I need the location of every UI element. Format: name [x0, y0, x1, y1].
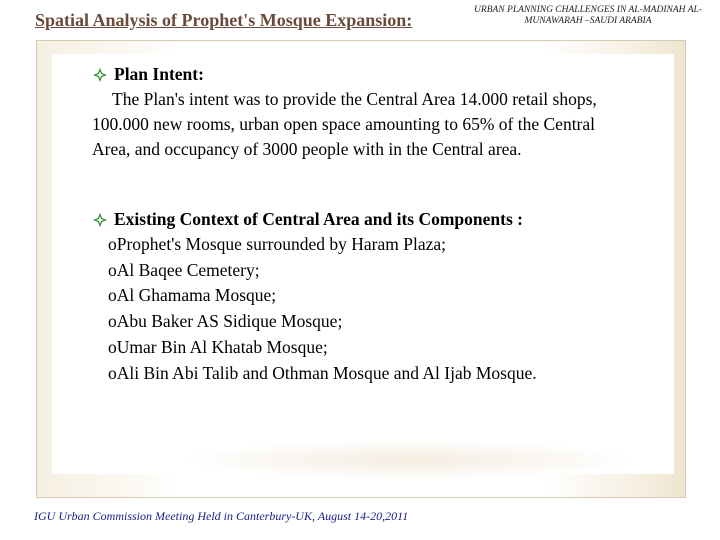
list-item: oAbu Baker AS Sidique Mosque;: [108, 311, 343, 332]
footer-text: IGU Urban Commission Meeting Held in Canterbury-UK, August 14-20,2011: [34, 509, 409, 523]
existing-context-heading: [92, 209, 682, 230]
subtitle-line-1: URBAN PLANNING CHALLENGES IN AL-MADINAH AL-: [474, 5, 702, 15]
components-list: [108, 232, 682, 386]
paragraph-line: [92, 87, 682, 112]
plan-intent-paragraph: [92, 87, 682, 162]
list-item: oProphet's Mosque surrounded by Haram Plaza;: [108, 234, 447, 254]
list-item: oUmar Bin Al Khatab Mosque;: [108, 336, 328, 357]
list-item: oAl Ghamama Mosque;: [108, 285, 277, 306]
plan-intent-heading-text: Plan Intent:: [114, 64, 204, 84]
slide-title: Spatial Analysis of Prophet's Mosque Expansion:: [35, 10, 413, 30]
paragraph-line: Area, and occupancy of 3000 people with in the Central area.: [92, 139, 522, 159]
background-decoration: [180, 440, 640, 480]
plan-intent-heading: [92, 64, 682, 85]
subtitle-line-2: MUNAWARAH –SAUDI ARABIA: [524, 16, 652, 26]
diamond-bullet-icon: [92, 67, 108, 83]
existing-context-section: [92, 209, 682, 386]
diamond-bullet-icon: [92, 212, 108, 228]
paragraph-line-text: The Plan's intent was to provide the Central Area 14.000 retail shops,: [112, 89, 597, 109]
plan-intent-section: [92, 64, 682, 162]
list-item: oAli Bin Abi Talib and Othman Mosque and Al Ijab Mosque.: [108, 362, 537, 383]
list-item: oAl Baqee Cemetery;: [108, 259, 260, 280]
paragraph-line: 100.000 new rooms, urban open space amounting to 65% of the Central: [92, 114, 596, 134]
existing-context-heading-text: Existing Context of Central Area and its Components :: [114, 209, 523, 229]
conference-subtitle: [468, 5, 708, 27]
